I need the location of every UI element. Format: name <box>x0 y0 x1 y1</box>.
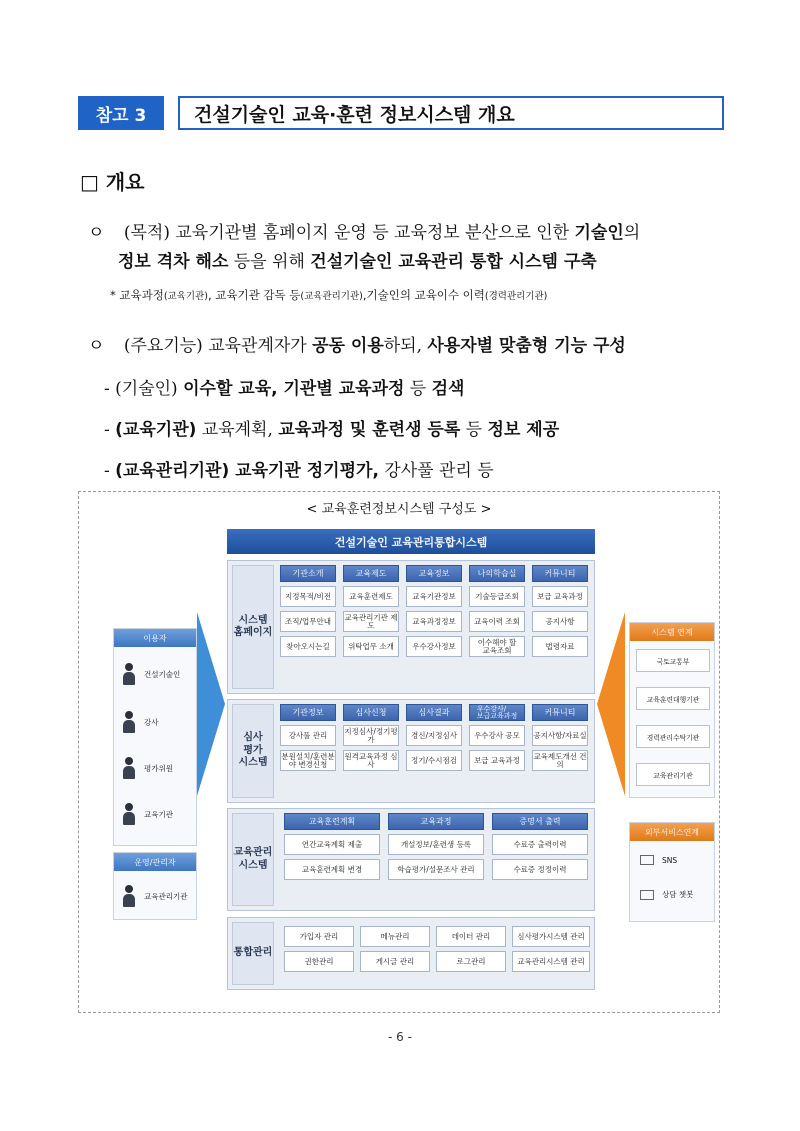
function-cell: 수료증 출력이력 <box>492 834 588 855</box>
system-title: 건설기술인 교육관리통합시스템 <box>227 529 595 554</box>
user-label: 교육기관 <box>144 809 173 819</box>
function-cell: 개설정보/훈련생 등록 <box>388 834 484 855</box>
column-group <box>532 704 588 771</box>
column-group <box>436 918 506 972</box>
link-item: 교육관리기관 <box>636 763 710 786</box>
page-number: - 6 - <box>388 1030 412 1044</box>
column-head: 커뮤니티 <box>532 704 588 721</box>
system-links-panel <box>629 622 715 798</box>
sub-item-1 <box>104 374 464 399</box>
user-label: 강사 <box>144 717 159 727</box>
column-group <box>343 704 399 771</box>
system-diagram <box>78 491 720 1013</box>
bullet-marker: ㅇ <box>88 223 105 243</box>
column-head: 교육과정 <box>388 813 484 830</box>
column-group <box>469 704 525 771</box>
function-cell: 메뉴관리 <box>360 926 430 947</box>
text: (목적) 교육기관별 홈페이지 운영 등 교육정보 분산으로 인한 <box>123 223 575 243</box>
function-cell: 보급 교육과정 <box>469 750 525 771</box>
reference-badge: 참고 3 <box>78 96 164 130</box>
function-cell: 권한관리 <box>284 951 354 972</box>
text: , 교육기관 감독 등 <box>207 288 301 302</box>
bullet-marker: ㅇ <box>88 336 105 356</box>
function-cell: 교육제도개선 건의 <box>532 750 588 771</box>
column-head: 교육제도 <box>343 565 399 582</box>
page-title: 건설기술인 교육·훈련 정보시스템 개요 <box>178 96 724 130</box>
function-cell: 교육관리기관 제도 <box>343 611 399 632</box>
function-cell: 심사평가시스템 관리 <box>512 926 590 947</box>
function-cell: 원격교육과정 심사 <box>343 750 399 771</box>
column-group <box>280 704 336 771</box>
row-education-management <box>227 808 595 911</box>
function-cell: 법령자료 <box>532 636 588 657</box>
column-group <box>406 704 462 771</box>
function-cell: 연간교육계획 제출 <box>284 834 380 855</box>
column-head: 교육정보 <box>406 565 462 582</box>
function-cell: 교육관리시스템 관리 <box>512 951 590 972</box>
function-cell: 교육이력 조회 <box>469 611 525 632</box>
column-head: 기관소개 <box>280 565 336 582</box>
row-evaluation <box>227 699 595 803</box>
column-head: 증명서 출력 <box>492 813 588 830</box>
user-label: 교육관리기관 <box>144 891 188 901</box>
sub-item-2 <box>104 415 559 440</box>
text: 강사풀 관리 등 <box>378 461 494 481</box>
person-icon <box>122 711 136 733</box>
monitor-icon <box>640 855 654 865</box>
link-item: 교육훈련대행기관 <box>636 687 710 710</box>
bold-text: 교육과정 및 훈련생 등록 <box>278 420 461 440</box>
links-head: 시스템 연계 <box>630 623 714 641</box>
link-item: 국토교통부 <box>636 649 710 672</box>
function-cell: 조직/업무안내 <box>280 611 336 632</box>
text: 의 <box>623 223 641 243</box>
function-cell: 분원설치/훈련분 야 변경신청 <box>280 750 336 771</box>
figure-caption: < 교육훈련정보시스템 구성도 > <box>306 502 492 517</box>
function-cell: 우수강사 공모 <box>469 725 525 746</box>
function-cell: 학습평가/설문조사 관리 <box>388 859 484 880</box>
function-cell: 지정심사/정기평가 <box>343 725 399 746</box>
text: 하되, <box>383 336 428 356</box>
text: 등 <box>404 379 432 399</box>
function-cell: 기술등급조회 <box>469 586 525 607</box>
column-head: 나의학습실 <box>469 565 525 582</box>
sub-item-3 <box>104 456 494 481</box>
text: (교육관리기관) <box>300 291 363 302</box>
bold-text: 정보 제공 <box>487 420 560 440</box>
footnote <box>110 287 547 303</box>
external-label: SNS <box>662 855 678 865</box>
function-cell: 게시글 관리 <box>360 951 430 972</box>
person-icon <box>122 663 136 685</box>
column-group <box>469 565 525 657</box>
bold-text: 건설기술인 교육관리 통합 시스템 구축 <box>310 252 597 272</box>
bold-text: 공동 이용 <box>312 336 384 356</box>
text: 교육계획, <box>196 420 279 440</box>
function-cell: 공지사항/자료실 <box>532 725 588 746</box>
text: - <box>104 420 116 440</box>
function-cell: 보급 교육과정 <box>532 586 588 607</box>
function-cell: 위탁업무 소개 <box>343 636 399 657</box>
text: - (기술인) <box>104 379 184 399</box>
function-cell: 교육과정정보 <box>406 611 462 632</box>
external-services-panel <box>629 822 715 922</box>
function-cell: 수료증 정정이력 <box>492 859 588 880</box>
person-icon <box>122 803 136 825</box>
bold-text: 정보 격차 해소 <box>118 252 229 272</box>
user-item <box>122 711 159 733</box>
bold-text: 검색 <box>431 379 465 399</box>
column-head: 기관정보 <box>280 704 336 721</box>
function-cell: 공지사항 <box>532 611 588 632</box>
function-cell: 정기/수시점검 <box>406 750 462 771</box>
text: (경력관리기관) <box>484 291 548 302</box>
function-cell: 강사풀 관리 <box>280 725 336 746</box>
column-head: 커뮤니티 <box>532 565 588 582</box>
row-homepage <box>227 560 595 694</box>
row-label: 통합관리 <box>232 922 274 985</box>
function-cell: 데이터 관리 <box>436 926 506 947</box>
function-cell: 찾아오시는길 <box>280 636 336 657</box>
column-group <box>406 565 462 657</box>
bold-text: 이수할 교육, 기관별 교육과정 <box>183 379 405 399</box>
column-head: 우수강사/ 보급교육과정 <box>469 704 525 721</box>
column-group <box>280 565 336 657</box>
bold-text: 사용자별 맞춤형 기능 구성 <box>427 336 626 356</box>
column-group <box>360 918 430 972</box>
user-item <box>122 885 187 907</box>
person-icon <box>122 757 136 779</box>
text: (교육기관) <box>163 291 208 302</box>
column-group <box>284 918 354 972</box>
user-label: 평가위원 <box>144 763 173 773</box>
column-group <box>388 813 484 880</box>
section-title: □ 개요 <box>80 170 145 194</box>
person-icon <box>122 885 136 907</box>
function-cell: 지정목적/비전 <box>280 586 336 607</box>
column-head: 교육훈련계획 <box>284 813 380 830</box>
row-integrated-management <box>227 917 595 990</box>
column-group <box>532 565 588 657</box>
users-head: 이용자 <box>114 629 196 647</box>
monitor-icon <box>640 890 654 900</box>
purpose-line-2 <box>118 247 597 272</box>
link-item: 경력관리수탁기관 <box>636 725 710 748</box>
text: * 교육과정 <box>110 288 164 302</box>
external-label: 상담 챗봇 <box>662 890 694 899</box>
operators-head: 운영/관리자 <box>114 853 196 871</box>
external-head: 외부서비스연계 <box>630 823 714 841</box>
external-item <box>640 855 677 865</box>
user-item <box>122 663 180 685</box>
column-group <box>284 813 380 880</box>
left-arrow <box>197 612 225 796</box>
text: ,기술인의 교육이수 이력 <box>362 288 485 302</box>
text: 등 <box>460 420 488 440</box>
users-panel <box>113 628 197 846</box>
function-cell: 교육훈련계획 변경 <box>284 859 380 880</box>
right-arrow <box>597 612 625 796</box>
function-cell: 가입자 관리 <box>284 926 354 947</box>
function-cell: 교육훈련제도 <box>343 586 399 607</box>
external-item <box>640 889 693 900</box>
bold-text: (교육기관) <box>115 420 197 440</box>
column-group <box>512 918 590 972</box>
text: 등을 위해 <box>228 252 311 272</box>
function-cell: 로그관리 <box>436 951 506 972</box>
function-cell: 교육기관정보 <box>406 586 462 607</box>
bold-text: (교육관리기관) 교육기관 정기평가, <box>115 461 379 481</box>
user-label: 건설기술인 <box>144 669 181 679</box>
function-cell: 우수강사정보 <box>406 636 462 657</box>
text: (주요기능) 교육관계자가 <box>123 336 313 356</box>
user-item <box>122 803 173 825</box>
column-head: 심사신청 <box>343 704 399 721</box>
function-cell: 이수해야 할 교육조회 <box>469 636 525 657</box>
section-header <box>78 96 515 130</box>
row-label: 교육관리 시스템 <box>232 813 274 906</box>
bold-text: 기술인 <box>574 223 624 243</box>
row-label: 심사 평가 시스템 <box>232 704 274 798</box>
function-cell: 경신/지정심사 <box>406 725 462 746</box>
column-group <box>492 813 588 880</box>
user-item <box>122 757 173 779</box>
text: - <box>104 461 116 481</box>
column-head: 심사결과 <box>406 704 462 721</box>
row-label: 시스템 홈페이지 <box>232 565 274 689</box>
purpose-line-1 <box>88 218 640 243</box>
column-group <box>343 565 399 657</box>
operators-panel <box>113 852 197 920</box>
features-line <box>88 331 626 356</box>
